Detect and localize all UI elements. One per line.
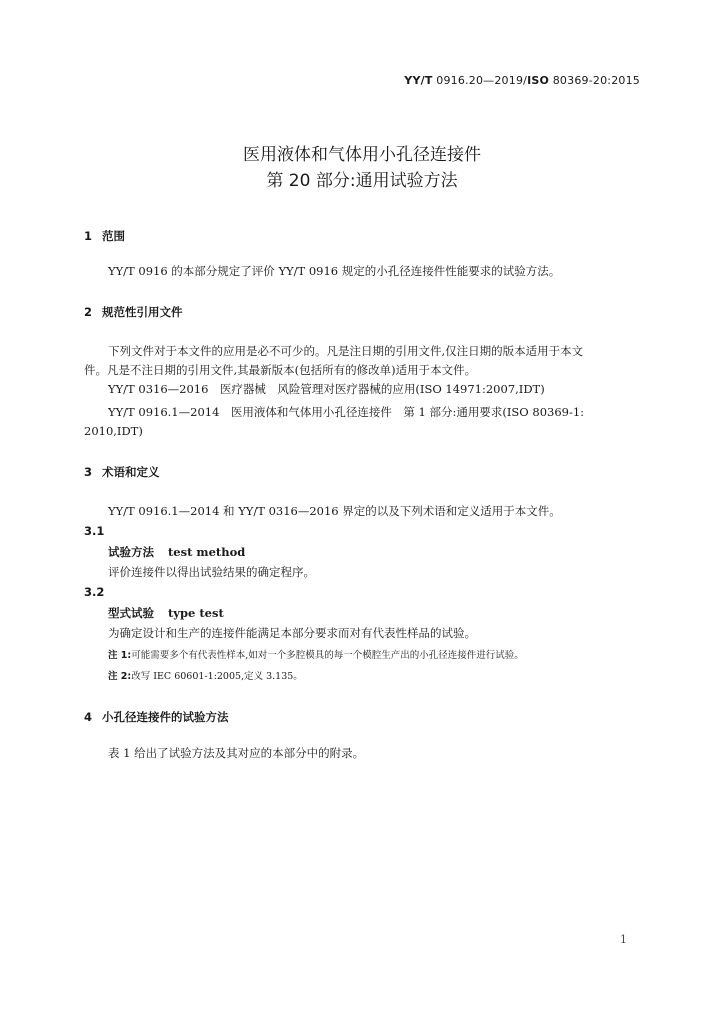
document-title-line2: 第 20 部分:通用试验方法: [266, 171, 458, 191]
running-header: [404, 74, 640, 87]
document-title-line1: 医用液体和气体用小孔径连接件: [243, 145, 481, 165]
iso-prefix: ISO: [527, 74, 550, 87]
section-number: 3: [84, 465, 93, 479]
clause-3-2-term: [108, 605, 224, 621]
section-number: 4: [84, 710, 93, 724]
section-2-paragraph-line2: 件。凡是不注日期的引用文件,其最新版本(包括所有的修改单)适用于本文件。: [84, 363, 477, 377]
clause-3-2-note-2: [108, 668, 303, 682]
reference-1: YY/T 0316—2016 医疗器械 风险管理对医疗器械的应用(ISO 14971:2007,IDT): [108, 382, 545, 396]
section-3-heading: [84, 464, 160, 480]
section-4-paragraph: 表 1 给出了试验方法及其对应的本部分中的附录。: [108, 746, 365, 760]
clause-3-2-number: 3.2: [84, 585, 105, 599]
term-english: type test: [168, 606, 224, 620]
section-1-heading: [84, 228, 125, 244]
standard-number: 0916.20—2019/: [432, 74, 528, 87]
term-english: test method: [168, 545, 246, 559]
section-title: 范围: [102, 229, 125, 243]
iso-number: 80369-20:2015: [549, 74, 640, 87]
reference-2-line1: YY/T 0916.1—2014 医用液体和气体用小孔径连接件 第 1 部分:通用要求(ISO 80369-1:: [108, 405, 585, 419]
clause-3-1-definition: 评价连接件以得出试验结果的确定程序。: [108, 565, 315, 579]
clause-3-1-number: 3.1: [84, 524, 105, 538]
section-3-paragraph: YY/T 0916.1—2014 和 YY/T 0316—2016 界定的以及下列术语和定义适用于本文件。: [108, 504, 561, 518]
reference-2-line2: 2010,IDT): [84, 424, 143, 438]
section-title: 术语和定义: [102, 465, 160, 479]
clause-3-2-note-1: [108, 647, 524, 661]
clause-3-2-definition: 为确定设计和生产的连接件能满足本部分要求而对有代表性样品的试验。: [108, 626, 476, 640]
term-chinese: 型式试验: [108, 606, 154, 620]
clause-3-1-term: [108, 544, 245, 560]
section-number: 1: [84, 229, 93, 243]
term-chinese: 试验方法: [108, 545, 154, 559]
note-text: 改写 IEC 60601-1:2005,定义 3.135。: [131, 671, 303, 682]
section-1-paragraph: YY/T 0916 的本部分规定了评价 YY/T 0916 规定的小孔径连接件性能要求的试验方法。: [108, 264, 561, 278]
section-4-heading: [84, 709, 229, 725]
section-title: 规范性引用文件: [102, 305, 183, 319]
note-label: 注 1:: [108, 650, 132, 661]
section-number: 2: [84, 305, 93, 319]
note-text: 可能需要多个有代表性样本,如对一个多腔模具的每一个模腔生产出的小孔径连接件进行试验。: [131, 650, 524, 661]
standard-prefix: YY/T: [404, 74, 433, 87]
note-label: 注 2:: [108, 671, 132, 682]
section-2-heading: [84, 304, 183, 320]
section-2-paragraph-line1: 下列文件对于本文件的应用是必不可少的。凡是注日期的引用文件,仅注日期的版本适用于本文: [108, 344, 584, 358]
section-title: 小孔径连接件的试验方法: [102, 710, 229, 724]
page-number: 1: [620, 933, 627, 946]
